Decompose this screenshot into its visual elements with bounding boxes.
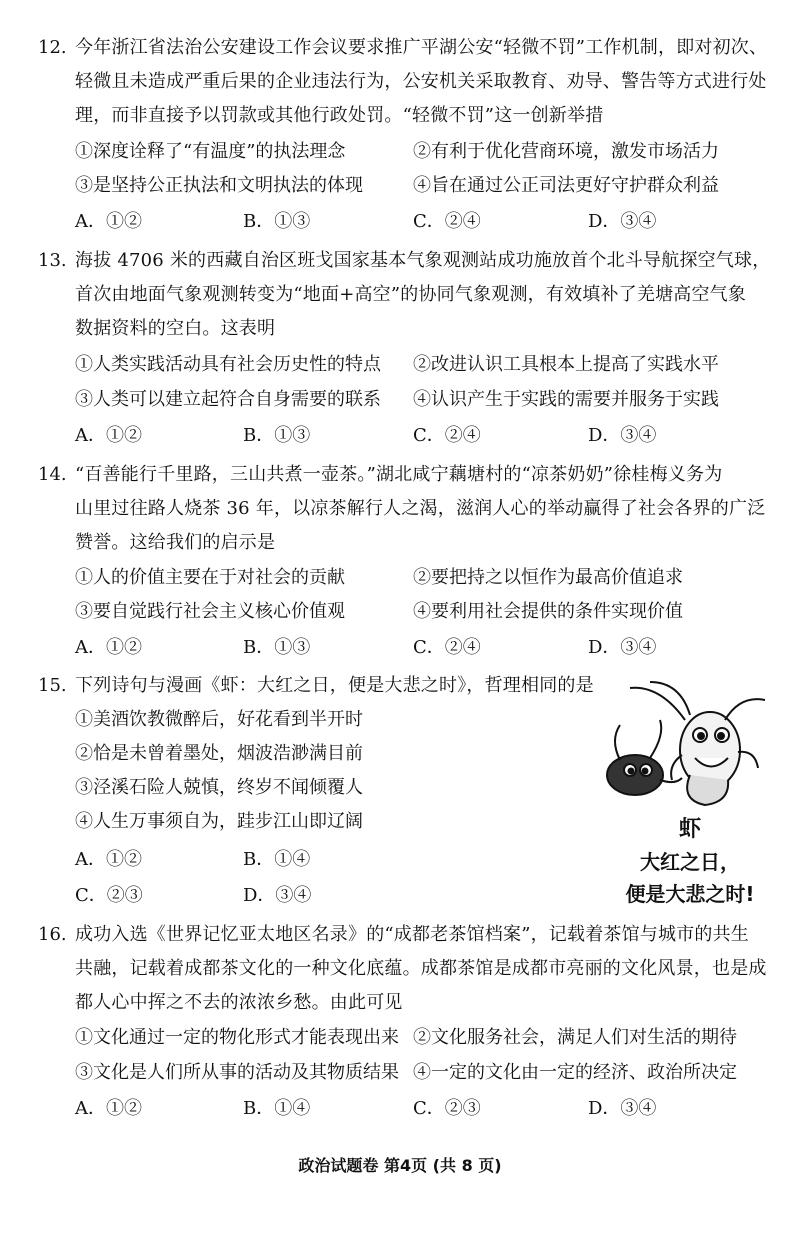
choice-d: D．③④ [588,211,657,232]
option-2: ②改进认识工具根本上提高了实践水平 [413,354,719,375]
page-footer: 政治试题卷 第4页 (共 8 页) [298,1156,502,1175]
question-number: 13. [38,250,67,271]
question-number: 12. [38,37,67,58]
option-4: ④旨在通过公正司法更好守护群众利益 [413,175,719,196]
option-4: ④认识产生于实践的需要并服务于实践 [413,389,719,410]
shrimp-cartoon-icon [590,680,790,810]
choice-c: C．②③ [413,1098,481,1119]
option-4: ④一定的文化由一定的经济、政治所决定 [413,1062,737,1083]
option-2: ②要把持之以恒作为最高价值追求 [413,567,683,588]
question-stem-line: 下列诗句与漫画《虾：大红之日，便是大悲之时》，哲理相同的是 [75,675,594,696]
choice-a: A．①② [75,1098,142,1119]
option-3: ③人类可以建立起符合自身需要的联系 [75,389,381,410]
question-number: 15. [38,675,67,696]
option-1: ①人类实践活动具有社会历史性的特点 [75,354,381,375]
cartoon-caption-line-2: 便是大悲之时! [625,882,755,906]
option-3: ③要自觉践行社会主义核心价值观 [75,601,345,622]
choice-d: D．③④ [588,637,657,658]
choice-a: A．①② [75,849,142,870]
choice-b: B．①③ [243,637,311,658]
question-stem-line: 共融，记载着成都茶文化的一种文化底蕴。成都茶馆是成都市亮丽的文化风景，也是成 [75,958,767,979]
option-2: ②文化服务社会，满足人们对生活的期待 [413,1027,737,1048]
choice-d: D．③④ [588,1098,657,1119]
option-1: ①深度诠释了“有温度”的执法理念 [75,141,346,162]
option-3: ③泾溪石险人兢慎，终岁不闻倾覆人 [75,777,363,798]
shrimp-cartoon [590,680,790,910]
option-4: ④人生万事须自为，跬步江山即辽阔 [75,811,363,832]
option-2: ②恰是未曾着墨处，烟波浩渺满目前 [75,743,363,764]
question-stem-line: 首次由地面气象观测转变为“地面+高空”的协同气象观测，有效填补了羌塘高空气象 [75,284,747,305]
question-stem-line: 山里过往路人烧茶 36 年，以凉茶解行人之渴，滋润人心的举动赢得了社会各界的广泛 [75,498,766,519]
option-2: ②有利于优化营商环境，激发市场活力 [413,141,719,162]
option-4: ④要利用社会提供的条件实现价值 [413,601,683,622]
cartoon-title: 虾 [678,817,701,842]
question-stem-line: 理，而非直接予以罚款或其他行政处罚。“轻微不罚”这一创新举措 [75,105,604,126]
choice-b: B．①④ [243,849,311,870]
question-stem-line: 赞誉。这给我们的启示是 [75,532,276,553]
question-stem-line: “百善能行千里路，三山共煮一壶茶。”湖北咸宁藕塘村的“凉茶奶奶”徐桂梅义务为 [75,464,723,485]
choice-c: C．②④ [413,425,481,446]
option-3: ③是坚持公正执法和文明执法的体现 [75,175,363,196]
question-stem-line: 轻微且未造成严重后果的企业违法行为，公安机关采取教育、劝导、警告等方式进行处 [75,71,767,92]
question-stem-line: 数据资料的空白。这表明 [75,318,276,339]
option-1: ①人的价值主要在于对社会的贡献 [75,567,345,588]
question-stem-line: 今年浙江省法治公安建设工作会议要求推广平湖公安“轻微不罚”工作机制，即对初次、 [75,37,768,58]
question-stem-line: 成功入选《世界记忆亚太地区名录》的“成都老茶馆档案”，记载着茶馆与城市的共生 [75,924,750,945]
choice-c: C．②③ [75,885,143,906]
question-number: 16. [38,924,67,945]
option-1: ①美酒饮教微醉后，好花看到半开时 [75,709,363,730]
choice-d: D．③④ [243,885,312,906]
choice-b: B．①③ [243,425,311,446]
option-1: ①文化通过一定的物化形式才能表现出来 [75,1027,399,1048]
choice-c: C．②④ [413,637,481,658]
choice-a: A．①② [75,425,142,446]
cartoon-caption-line-1: 大红之日， [640,850,740,874]
question-number: 14. [38,464,67,485]
option-3: ③文化是人们所从事的活动及其物质结果 [75,1062,399,1083]
choice-a: A．①② [75,637,142,658]
choice-b: B．①④ [243,1098,311,1119]
choice-d: D．③④ [588,425,657,446]
choice-b: B．①③ [243,211,311,232]
question-stem-line: 都人心中挥之不去的浓浓乡愁。由此可见 [75,992,403,1013]
choice-a: A．①② [75,211,142,232]
question-stem-line: 海拔 4706 米的西藏自治区班戈国家基本气象观测站成功施放首个北斗导航探空气球， [75,250,771,271]
choice-c: C．②④ [413,211,481,232]
